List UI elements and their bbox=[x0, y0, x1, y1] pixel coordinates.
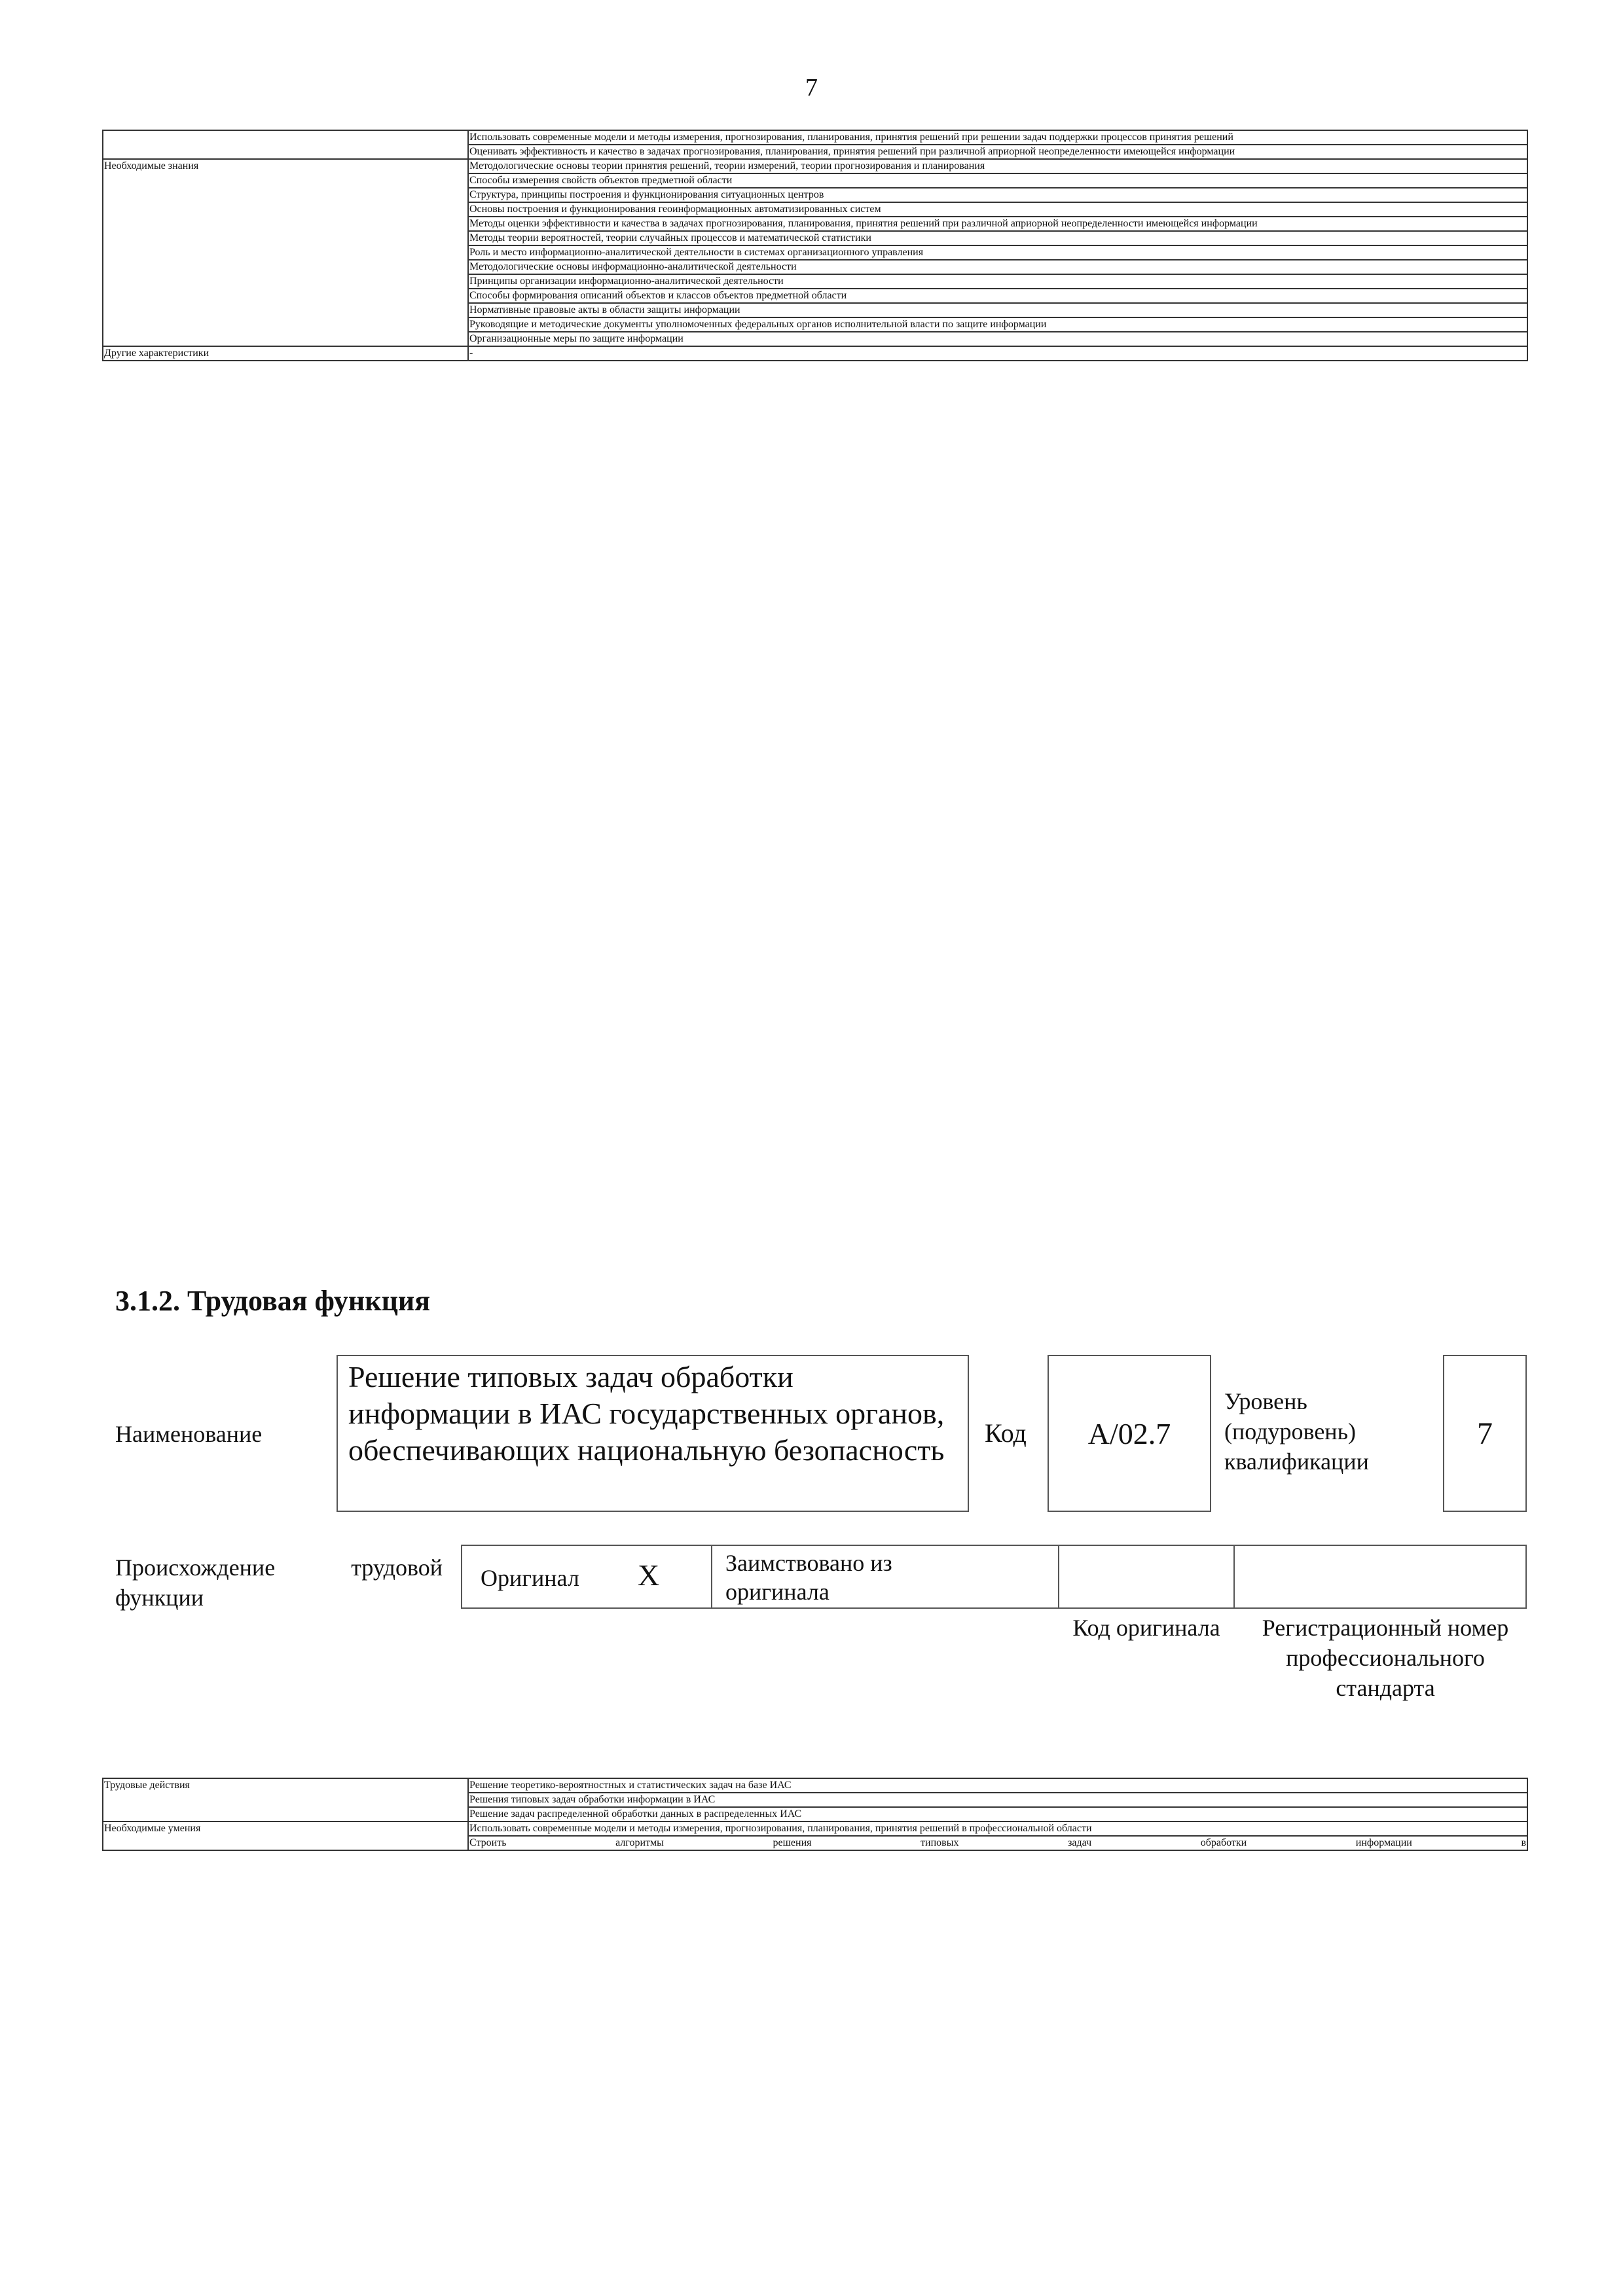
row-head-actions: Трудовые действия bbox=[103, 1778, 468, 1821]
function-code: A/02.7 bbox=[1048, 1355, 1211, 1512]
original-code-caption: Код оригинала bbox=[1072, 1615, 1220, 1641]
origin-label-line-1: Происхождение трудовой bbox=[115, 1554, 443, 1581]
row-body: Решения типовых задач обработки информации в ИАС bbox=[468, 1793, 1527, 1807]
row-body: Основы построения и функционирования геоинформационных автоматизированных систем bbox=[468, 202, 1527, 217]
function-origin bbox=[115, 1545, 1527, 1741]
original-mark: X bbox=[638, 1558, 660, 1592]
row-body: Способы измерения свойств объектов предметной области bbox=[468, 173, 1527, 188]
registration-number-cell bbox=[1233, 1545, 1527, 1609]
name-label: Наименование bbox=[115, 1421, 263, 1447]
table-row bbox=[103, 1778, 1527, 1793]
skills-knowledge-table bbox=[102, 130, 1528, 361]
qualification-level: 7 bbox=[1443, 1355, 1527, 1512]
row-body: Оценивать эффективность и качество в задачах прогнозирования, планирования, принятия решений при различной априорной неопределенности имеющейся информации bbox=[468, 145, 1527, 159]
row-body: Методы оценки эффективности и качества в задачах прогнозирования, планирования, принятия решений при различной априорной неопределенности имеющейся информации bbox=[468, 217, 1527, 231]
original-label: Оригинал bbox=[481, 1565, 579, 1591]
row-head bbox=[103, 130, 468, 159]
row-body: Решение теоретико-вероятностных и статистических задач на базе ИАС bbox=[468, 1778, 1527, 1793]
table-row bbox=[103, 159, 1527, 173]
row-body: Нормативные правовые акты в области защиты информации bbox=[468, 303, 1527, 317]
code-label: Код bbox=[985, 1418, 1027, 1448]
table-row bbox=[103, 1821, 1527, 1836]
page-number: 7 bbox=[805, 74, 818, 101]
original-cell bbox=[461, 1545, 712, 1609]
function-header bbox=[115, 1355, 1527, 1518]
row-body: Руководящие и методические документы уполномоченных федеральных органов исполнительной власти по защите информации bbox=[468, 317, 1527, 332]
row-body: Решение задач распределенной обработки данных в распределенных ИАС bbox=[468, 1807, 1527, 1821]
level-label: Уровень (подуровень) квалификации bbox=[1224, 1388, 1369, 1475]
row-body: Способы формирования описаний объектов и классов объектов предметной области bbox=[468, 289, 1527, 303]
registration-number-caption: Регистрационный номер профессионального стандарта bbox=[1262, 1615, 1509, 1701]
borrowed-label: Заимствовано из оригинала bbox=[725, 1550, 892, 1605]
function-name: Решение типовых задач обработки информации в ИАС государственных органов, обеспечивающих национальную безопасность bbox=[337, 1355, 969, 1512]
row-head-knowledge: Необходимые знания bbox=[103, 159, 468, 346]
row-body: Использовать современные модели и методы измерения, прогнозирования, планирования, принятия решений в профессиональной области bbox=[468, 1821, 1527, 1836]
table-row bbox=[103, 130, 1527, 145]
original-code-cell bbox=[1058, 1545, 1235, 1609]
row-body: Методы теории вероятностей, теории случайных процессов и математической статистики bbox=[468, 231, 1527, 245]
origin-label-line-2: функции bbox=[115, 1585, 204, 1611]
borrowed-cell bbox=[711, 1545, 1059, 1609]
row-head-skills: Необходимые умения bbox=[103, 1821, 468, 1850]
row-head-other: Другие характеристики bbox=[103, 346, 468, 361]
row-body: Строить алгоритмы решения типовых задач обработки информации в bbox=[468, 1836, 1527, 1850]
row-body: Использовать современные модели и методы измерения, прогнозирования, планирования, принятия решений при решении задач поддержки процессов принятия решений bbox=[468, 130, 1527, 145]
row-body: Роль и место информационно-аналитической деятельности в системах организационного управления bbox=[468, 245, 1527, 260]
row-body: Организационные меры по защите информации bbox=[468, 332, 1527, 346]
row-body: Принципы организации информационно-аналитической деятельности bbox=[468, 274, 1527, 289]
origin-label bbox=[115, 1552, 443, 1613]
row-body: - bbox=[468, 346, 1527, 361]
row-body: Методологические основы информационно-аналитической деятельности bbox=[468, 260, 1527, 274]
section-heading: 3.1.2. Трудовая функция bbox=[115, 1285, 431, 1317]
actions-skills-table bbox=[102, 1778, 1528, 1851]
row-body: Структура, принципы построения и функционирования ситуационных центров bbox=[468, 188, 1527, 202]
table-row bbox=[103, 346, 1527, 361]
row-body: Методологические основы теории принятия решений, теории измерений, теории прогнозирования и планирования bbox=[468, 159, 1527, 173]
